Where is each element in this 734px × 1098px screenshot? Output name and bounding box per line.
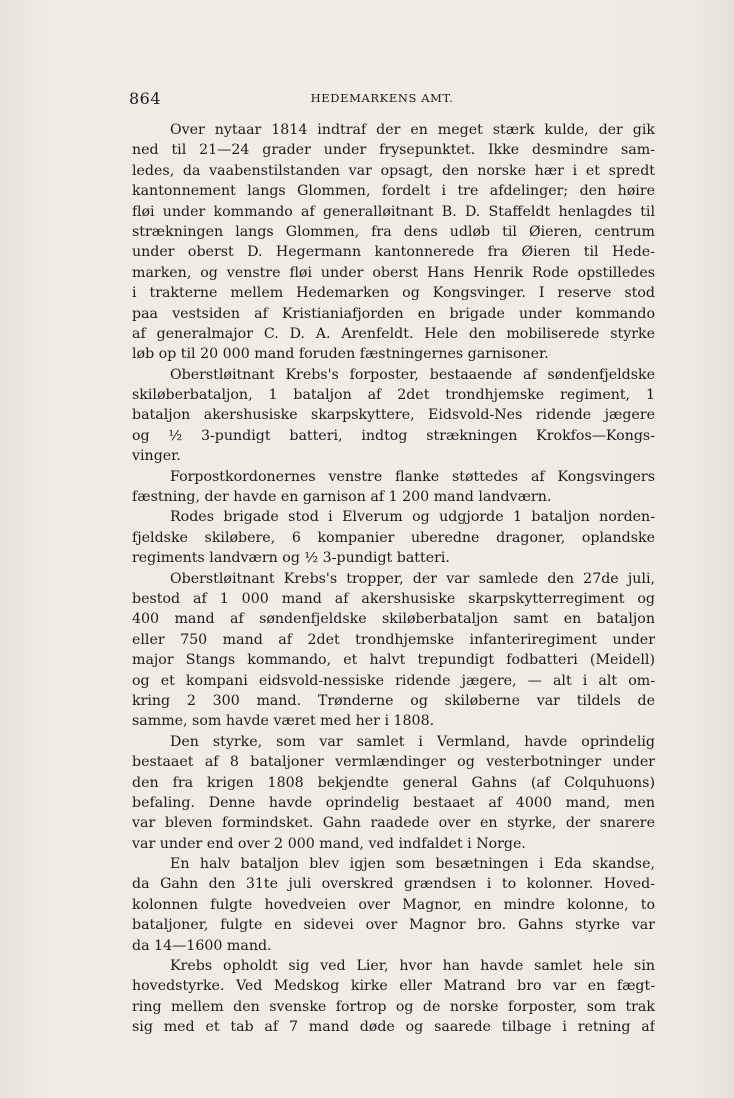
text-line: 400 mand af søndenfjeldske skiløberbataljon samt en bataljon bbox=[132, 611, 655, 628]
text-line: fløi under kommando af generalløitnant B. D. Staffeldt henlagdes til bbox=[132, 203, 655, 220]
text-line: vinger. bbox=[132, 448, 181, 465]
text-line: major Stangs kommando, et halvt trepundigt fodbatteri (Meidell) bbox=[132, 652, 655, 669]
text-line: var under end over 2 000 mand, ved indfaldet i Norge. bbox=[132, 835, 526, 852]
text-line: paa vestsiden af Kristianiafjorden en brigade under kommando bbox=[132, 305, 655, 322]
text-line: bestaaet af 8 bataljoner vermlændinger og vesterbotninger under bbox=[132, 754, 655, 771]
text-line: og ½ 3-pundigt batteri, indtog strækningen Krokfos—Kongs- bbox=[132, 427, 655, 444]
body-text bbox=[132, 120, 655, 1038]
text-line: ring mellem den svenske fortrop og de norske forposter, som trak bbox=[132, 998, 655, 1015]
text-line: af generalmajor C. D. A. Arenfeldt. Hele den mobiliserede styrke bbox=[132, 325, 655, 342]
page-number: 864 bbox=[129, 89, 162, 108]
text-line: kolonnen fulgte hovedveien over Magnor, en mindre kolonne, to bbox=[132, 896, 655, 913]
text-line: den fra krigen 1808 bekjendte general Gahns (af Colquhuons) bbox=[132, 774, 655, 791]
text-line: ledes, da vaabenstilstanden var opsagt, den norske hær i et spredt bbox=[132, 162, 655, 179]
text-line: Oberstløitnant Krebs's tropper, der var samlede den 27de juli, bbox=[170, 570, 655, 587]
text-line: samme, som havde været med her i 1808. bbox=[132, 713, 435, 730]
text-line: Oberstløitnant Krebs's forposter, bestaaende af søndenfjeldske bbox=[170, 366, 655, 383]
text-line: Over nytaar 1814 indtraf der en meget stærk kulde, der gik bbox=[170, 122, 655, 138]
text-line: ned til 21—24 grader under frysepunktet. Ikke desmindre sam- bbox=[132, 142, 655, 159]
text-line: Rodes brigade stod i Elverum og udgjorde 1 bataljon norden- bbox=[170, 509, 655, 526]
text-line: var bleven formindsket. Gahn raadede over en styrke, der snarere bbox=[132, 815, 655, 832]
text-line: bestod af 1 000 mand af akershusiske skarpskytterregiment og bbox=[132, 590, 655, 607]
text-line: En halv bataljon blev igjen som besætningen i Eda skandse, bbox=[170, 856, 655, 873]
text-line: i trakterne mellem Hedemarken og Kongsvinger. I reserve stod bbox=[132, 285, 655, 302]
text-line: eller 750 mand af 2det trondhjemske infanteriregiment under bbox=[132, 631, 655, 648]
text-line: marken, og venstre fløi under oberst Hans Henrik Rode opstilledes bbox=[132, 264, 655, 281]
text-line: kantonnement langs Glommen, fordelt i tre afdelinger; den høire bbox=[132, 183, 655, 200]
text-line: sig med et tab af 7 mand døde og saarede tilbage i retning af bbox=[132, 1019, 655, 1036]
text-line: da 14—1600 mand. bbox=[132, 937, 272, 954]
text-line: Krebs opholdt sig ved Lier, hvor han havde samlet hele sin bbox=[170, 958, 655, 975]
text-line: strækningen langs Glommen, fra dens udløb til Øieren, centrum bbox=[132, 223, 655, 240]
text-line: fjeldske skiløbere, 6 kompanier uberedne dragoner, oplandske bbox=[132, 529, 655, 546]
text-line: skiløberbataljon, 1 bataljon af 2det trondhjemske regiment, 1 bbox=[132, 387, 655, 404]
text-line: fæstning, der havde en garnison af 1 200 mand landværn. bbox=[132, 489, 552, 506]
running-title: HEDEMARKENS AMT. bbox=[310, 91, 454, 105]
text-line: kring 2 300 mand. Trønderne og skiløberne var tildels de bbox=[132, 692, 655, 709]
text-line: regiments landværn og ½ 3-pundigt batteri. bbox=[132, 550, 450, 567]
text-line: befaling. Denne havde oprindelig bestaaet af 4000 mand, men bbox=[132, 794, 655, 811]
text-line: under oberst D. Hegermann kantonnerede fra Øieren til Hede- bbox=[132, 244, 655, 261]
text-line: bataljon akershusiske skarpskyttere, Eidsvold-Nes ridende jægere bbox=[132, 407, 655, 424]
text-line: Den styrke, som var samlet i Vermland, havde oprindelig bbox=[170, 733, 655, 750]
text-line: og et kompani eidsvold-nessiske ridende jægere, — alt i alt om- bbox=[132, 672, 655, 689]
text-line: hovedstyrke. Ved Medskog kirke eller Matrand bro var en fægt- bbox=[132, 978, 655, 995]
text-line: da Gahn den 31te juli overskred grændsen i to kolonner. Hoved- bbox=[132, 876, 655, 893]
text-line: Forpostkordonernes venstre flanke støttedes af Kongsvingers bbox=[170, 468, 655, 485]
text-line: løb op til 20 000 mand foruden fæstningernes garnisoner. bbox=[132, 346, 549, 363]
text-line: bataljoner, fulgte en sidevei over Magnor bro. Gahns styrke var bbox=[132, 917, 655, 934]
